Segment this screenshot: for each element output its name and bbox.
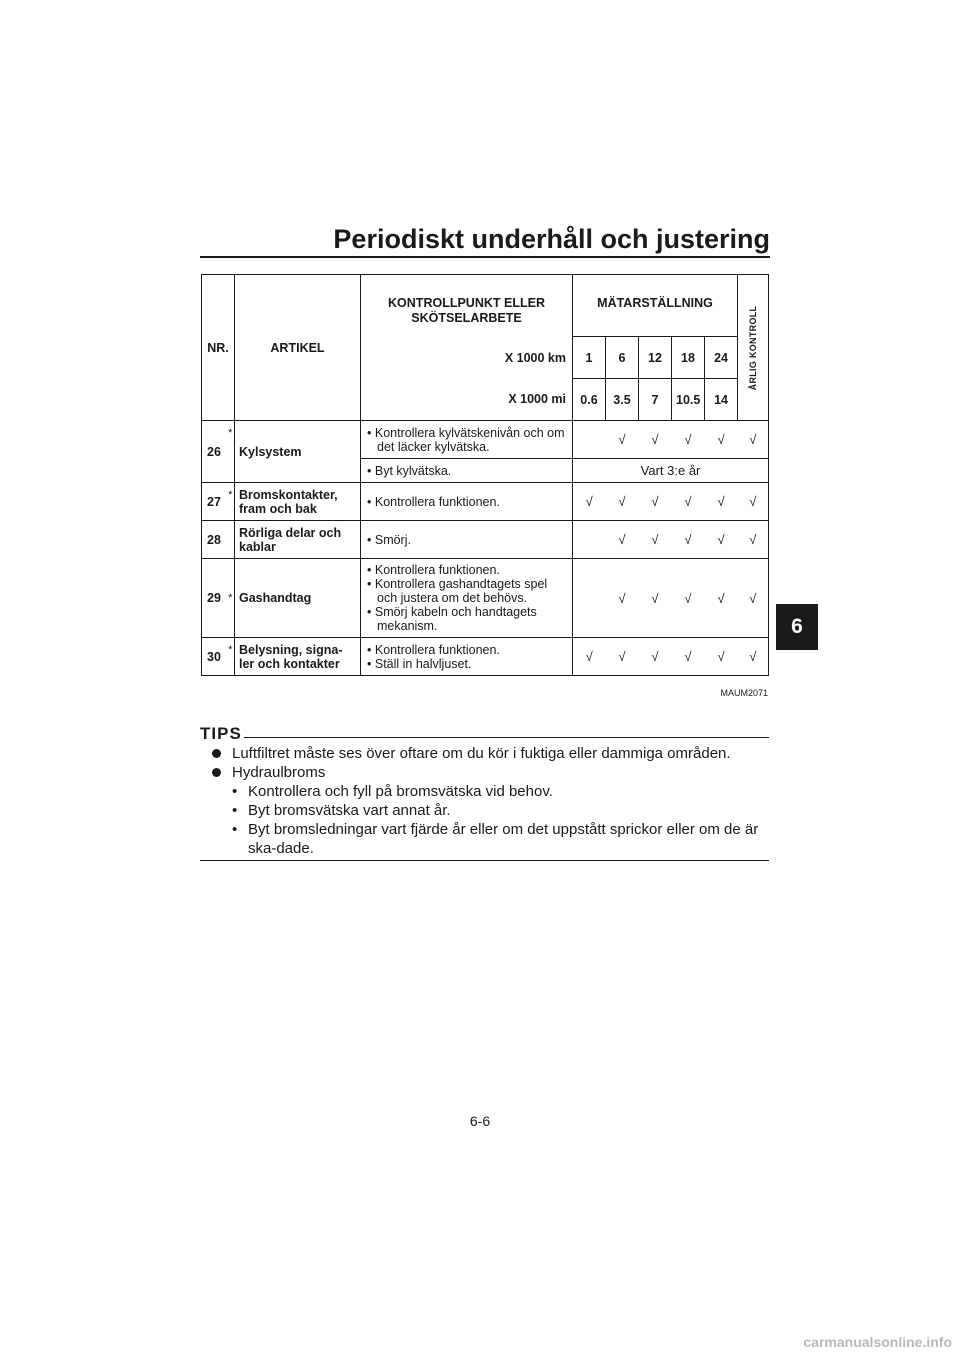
check-mark: √ (705, 559, 738, 638)
watermark: carmanualsonline.info (803, 1334, 952, 1350)
header-nr: NR. (202, 275, 235, 421)
check-mark: √ (573, 483, 606, 521)
row-no: 26 (202, 421, 227, 483)
tips-rule (244, 737, 769, 738)
row-tasks (361, 459, 573, 483)
tips-item: Hydraulbroms (208, 763, 768, 782)
check-mark: √ (738, 421, 769, 459)
task-item: • Kontrollera funktionen. (367, 563, 500, 577)
bullet-icon (212, 768, 221, 777)
page-number: 6-6 (469, 1113, 491, 1129)
check-mark: √ (672, 421, 705, 459)
check-mark: √ (705, 521, 738, 559)
page-title: Periodiskt underhåll och justering (333, 224, 770, 254)
row-no: 29 (202, 559, 227, 638)
row-no: 27 (202, 483, 227, 521)
table-row (202, 521, 769, 559)
header-kontroll: KONTROLLPUNKT ELLER SKÖTSELARBETE (361, 275, 573, 337)
mi-4: 10.5 (672, 379, 705, 421)
check-mark: √ (738, 483, 769, 521)
annual-label: ÅRLIG KONTROLL (748, 305, 759, 390)
task-item: • Ställ in halvljuset. (367, 656, 472, 671)
table-row (202, 638, 769, 676)
header-artikel: ARTIKEL (235, 275, 361, 421)
chapter-tab: 6 (776, 604, 818, 650)
check-mark: √ (705, 638, 738, 676)
row-article: Kylsystem (235, 421, 361, 483)
km-1: 1 (573, 337, 606, 379)
check-mark: √ (639, 421, 672, 459)
check-mark: √ (672, 483, 705, 521)
tips-item: Luftfiltret måste ses över oftare om du kör i fuktiga eller dammiga områden. (208, 744, 768, 763)
km-6: 6 (606, 337, 639, 379)
header-mi-label: X 1000 mi (361, 379, 573, 421)
check-mark: √ (606, 421, 639, 459)
check-mark: √ (738, 559, 769, 638)
check-mark: √ (705, 421, 738, 459)
row-star: * (227, 559, 235, 638)
row-star (227, 521, 235, 559)
check-mark: √ (672, 638, 705, 676)
check-mark: √ (606, 559, 639, 638)
table-row (202, 483, 769, 521)
check-mark: √ (573, 638, 606, 676)
row-no: 28 (202, 521, 227, 559)
mi-1: 0.6 (573, 379, 606, 421)
row-no: 30 (202, 638, 227, 676)
table-row (202, 421, 769, 459)
table-row (202, 559, 769, 638)
row-tasks (361, 559, 573, 638)
task-item: • Smörj. (367, 532, 411, 547)
row-tasks (361, 483, 573, 521)
tips-end-rule (200, 860, 769, 861)
row-star: * (227, 483, 235, 521)
task-item: • Kontrollera kylvätskenivån och om det läcker kylvätska. (367, 425, 565, 454)
row-article: Bromskontakter, fram och bak (235, 483, 361, 521)
check-mark: √ (639, 559, 672, 638)
row-article: Gashandtag (235, 559, 361, 638)
check-mark: √ (738, 638, 769, 676)
row-tasks (361, 521, 573, 559)
row-article: Rörliga delar och kablar (235, 521, 361, 559)
row-tasks (361, 638, 573, 676)
check-mark: √ (738, 521, 769, 559)
title-rule (200, 256, 770, 258)
maintenance-table (201, 274, 769, 676)
row-star: * (227, 638, 235, 676)
header-matar: MÄTARSTÄLLNING (573, 275, 738, 337)
row-tasks (361, 421, 573, 459)
check-mark: √ (606, 638, 639, 676)
interval-text: Vart 3:e år (573, 459, 769, 483)
mi-5: 14 (705, 379, 738, 421)
tips-body (208, 744, 768, 858)
km-24: 24 (705, 337, 738, 379)
task-item: • Kontrollera funktionen. (367, 494, 500, 509)
tips-subitem: • Kontrollera och fyll på bromsvätska vid behov. (232, 783, 553, 800)
check-mark: √ (672, 559, 705, 638)
header-km-label: X 1000 km (361, 337, 573, 379)
bullet-icon (212, 749, 221, 758)
check-mark: √ (639, 638, 672, 676)
header-annual (738, 275, 769, 421)
check-mark: √ (606, 521, 639, 559)
km-18: 18 (672, 337, 705, 379)
check-mark: √ (639, 483, 672, 521)
task-item: • Kontrollera funktionen. (367, 642, 500, 657)
row-article: Belysning, signa-ler och kontakter (235, 638, 361, 676)
task-item: • Byt kylvätska. (367, 463, 452, 478)
check-mark: √ (639, 521, 672, 559)
tips-subitem: • Byt bromsledningar vart fjärde år eller om det uppstått sprickor eller om de är ska-dade. (232, 821, 759, 857)
check-mark: √ (672, 521, 705, 559)
mi-2: 3.5 (606, 379, 639, 421)
tips-subitem: • Byt bromsvätska vart annat år. (232, 802, 451, 819)
check-mark: √ (606, 483, 639, 521)
document-code: MAUM2071 (720, 688, 768, 698)
check-mark: √ (705, 483, 738, 521)
task-item: • Kontrollera gashandtagets spel och justera om det behövs. (367, 577, 548, 605)
tips-label: TIPS (200, 724, 242, 743)
row-star: * (227, 421, 235, 483)
task-item: • Smörj kabeln och handtagets mekanism. (367, 605, 537, 633)
km-12: 12 (639, 337, 672, 379)
mi-3: 7 (639, 379, 672, 421)
